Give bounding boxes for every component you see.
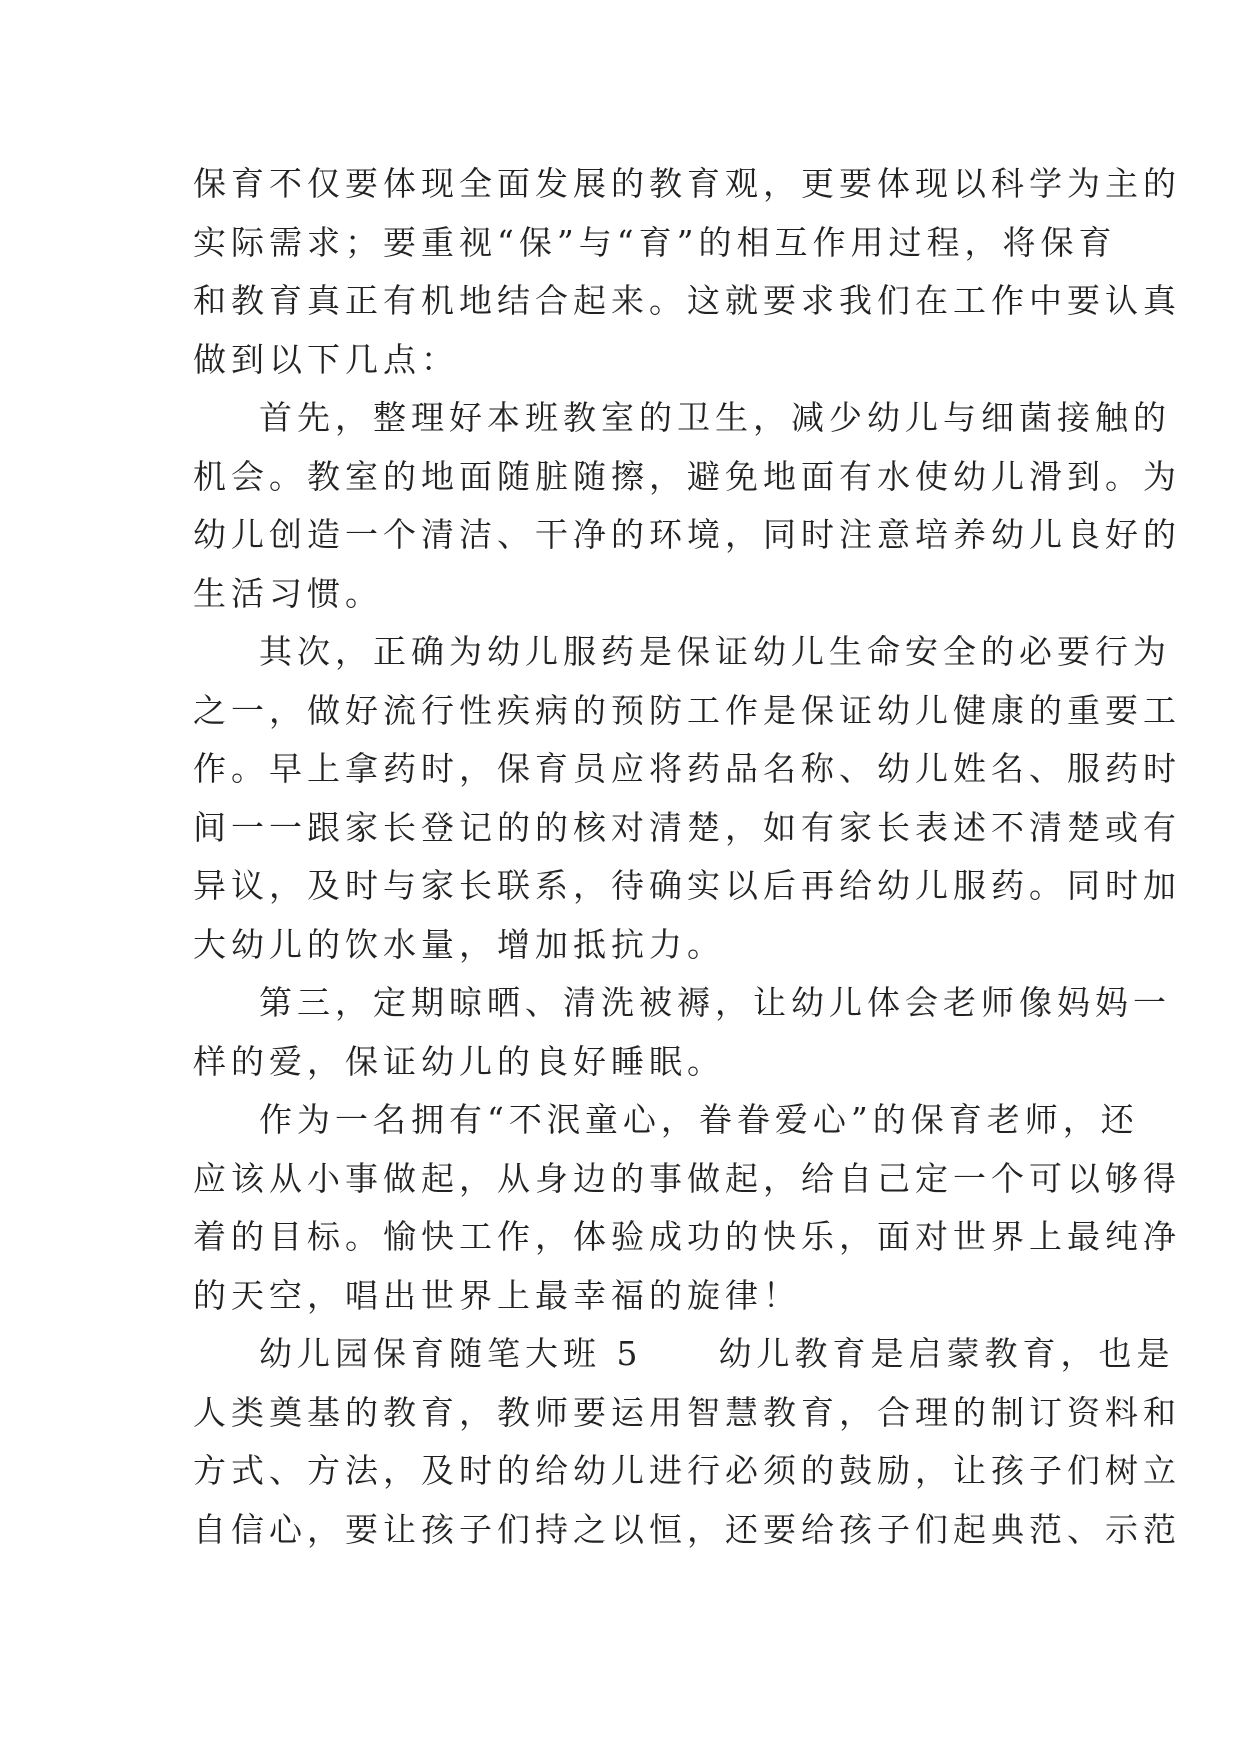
text-line: 做到以下几点：	[193, 339, 459, 379]
text-line: 实际需求；要重视“保”与“育”的相互作用过程，将保育	[193, 222, 1117, 262]
text-line: 着的目标。愉快工作，体验成功的快乐，面对世界上最纯净	[193, 1217, 1181, 1256]
text-line: 幼儿创造一个清洁、干净的环境，同时注意培养幼儿良好的	[193, 515, 1181, 554]
text-line: 生活习惯。	[193, 573, 383, 613]
text-line: 样的爱，保证幼儿的良好睡眠。	[193, 1041, 725, 1081]
text-line: 机会。教室的地面随脏随擦，避免地面有水使幼儿滑到。为	[193, 456, 1181, 496]
text-line: 间一一跟家长登记的的核对清楚，如有家长表述不清楚或有	[193, 807, 1181, 847]
document-body	[193, 155, 1181, 1559]
text-line: 保育不仅要体现全面发展的教育观，更要体现以科学为主的	[193, 164, 1181, 203]
text-line: 第三，定期晾晒、清洗被褥，让幼儿体会老师像妈妈一	[259, 983, 1171, 1022]
text-line: 的天空，唱出世界上最幸福的旋律！	[193, 1275, 801, 1315]
text-line: 人类奠基的教育，教师要运用智慧教育，合理的制订资料和	[193, 1392, 1181, 1432]
text-line: 和教育真正有机地结合起来。这就要求我们在工作中要认真	[193, 281, 1181, 320]
text-line: 作为一名拥有“不泯童心，眷眷爱心”的保育老师，还	[259, 1100, 1139, 1139]
text-line: 首先，整理好本班教室的卫生，减少幼儿与细菌接触的	[259, 398, 1171, 437]
text-line: 之一，做好流行性疾病的预防工作是保证幼儿健康的重要工	[193, 690, 1181, 730]
text-line: 作。早上拿药时，保育员应将药品名称、幼儿姓名、服药时	[193, 749, 1181, 788]
text-line: 幼儿园保育随笔大班 5 幼儿教育是启蒙教育，也是	[259, 1334, 1175, 1373]
text-line: 大幼儿的饮水量，增加抵抗力。	[193, 924, 725, 964]
text-line: 方式、方法，及时的给幼儿进行必须的鼓励，让孩子们树立	[193, 1451, 1181, 1490]
text-line: 异议，及时与家长联系，待确实以后再给幼儿服药。同时加	[193, 866, 1181, 905]
text-line: 应该从小事做起，从身边的事做起，给自己定一个可以够得	[193, 1158, 1181, 1198]
text-line: 自信心，要让孩子们持之以恒，还要给孩子们起典范、示范	[193, 1509, 1181, 1549]
text-line: 其次，正确为幼儿服药是保证幼儿生命安全的必要行为	[259, 632, 1171, 671]
